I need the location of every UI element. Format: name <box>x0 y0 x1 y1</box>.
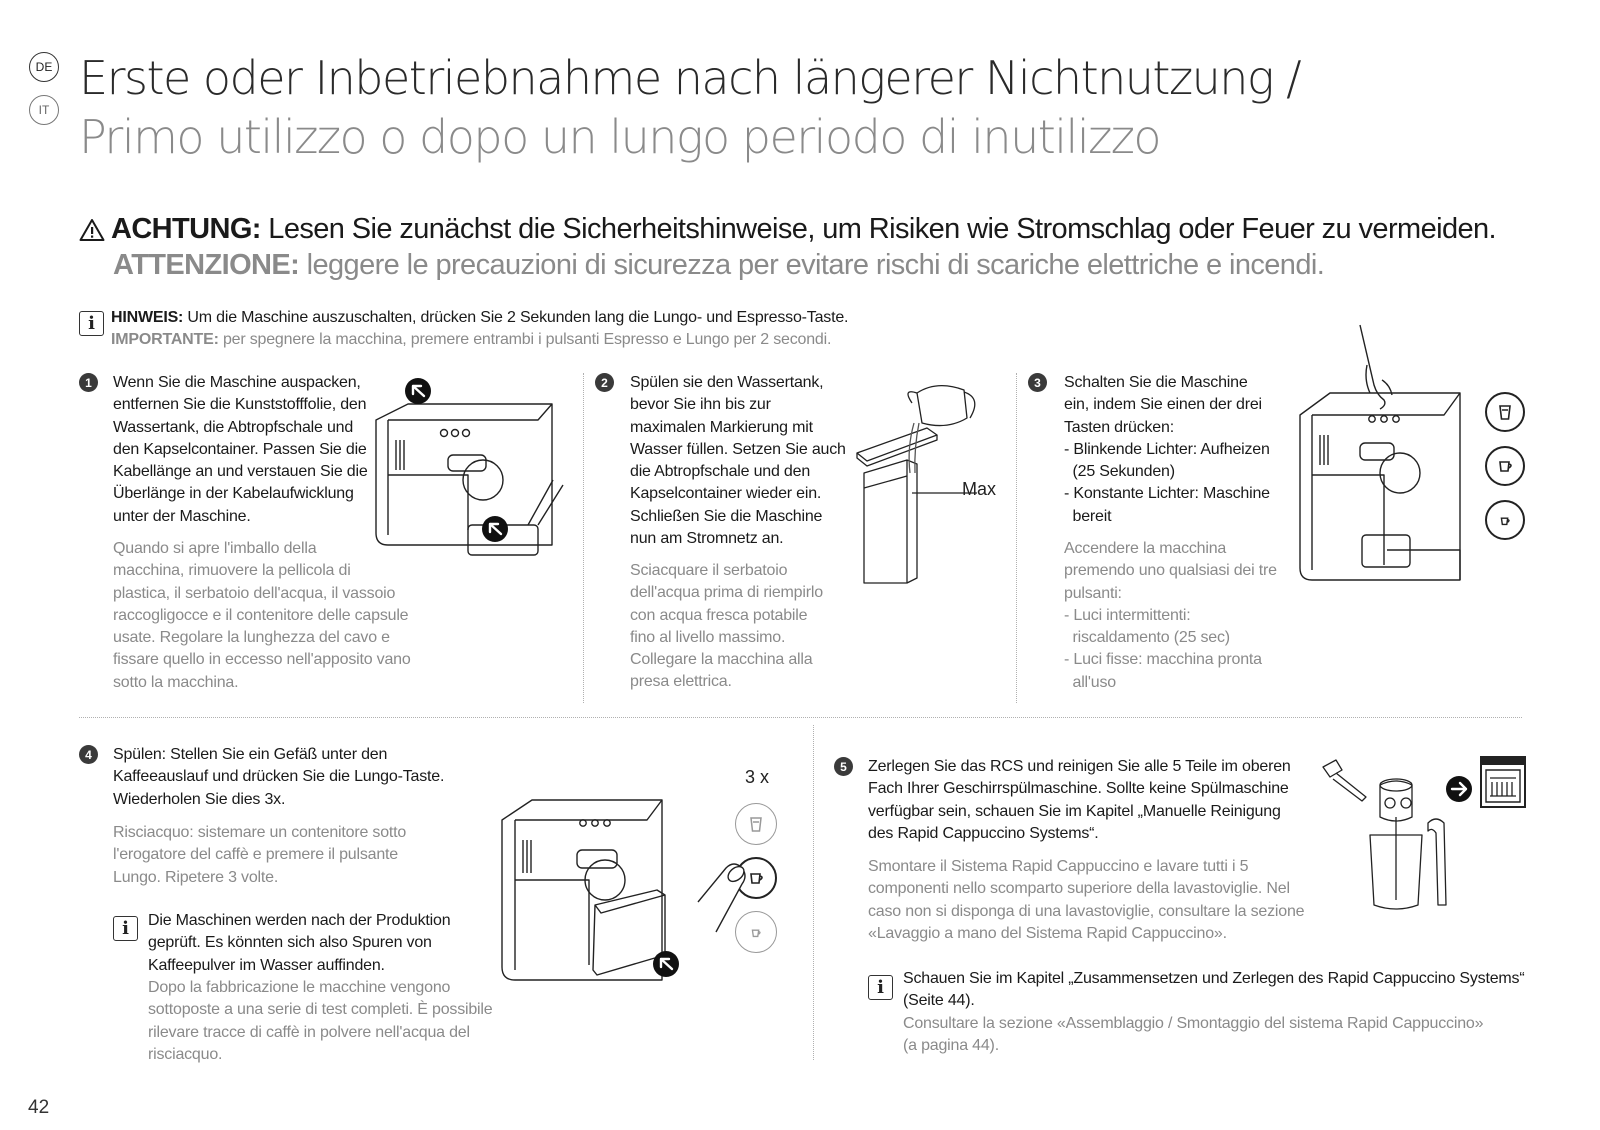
step-2-text-it: Sciacquare il serbatoio dell'acqua prima di riempirlo con acqua fresca potabile fino al livello massimo. Collegare la macchina alla presa elettrica. <box>630 562 823 691</box>
notice-de: HINWEIS: Um die Maschine auszuschalten, drücken Sie 2 Sekunden lang die Lungo- und Espresso-Taste. <box>111 309 849 326</box>
warning-de: ACHTUNG: Lesen Sie zunächst die Sicherheitshinweise, um Risiken wie Stromschlag oder Feuer zu vermeiden. <box>111 213 1496 245</box>
step-5-number: 5 <box>834 757 853 776</box>
step-2-text-de: Spülen sie den Wassertank, bevor Sie ihn bis zur maximalen Markierung mit Wasser füllen. Setzen Sie auch die Abtropfschale und den Kapselcontainer wieder ein. Schließen Sie die Maschine nun am Stromnetz an. <box>630 374 846 548</box>
column-divider <box>1016 373 1017 703</box>
remove-arrow-icon <box>481 515 509 543</box>
page-title-de: Erste oder Inbetriebnahme nach längerer Nichtnutzung / <box>79 51 1301 105</box>
step-1-number: 1 <box>79 373 98 392</box>
machine-unpacking-illustration <box>368 380 568 560</box>
notice-it: IMPORTANTE: per spegnere la macchina, premere entrambi i pulsanti Espresso e Lungo per 2 secondi. <box>111 331 832 348</box>
repeat-label: 3 x <box>745 767 770 787</box>
info-icon: i <box>79 311 104 336</box>
step-3-text-de: Schalten Sie die Maschine ein, indem Sie einen der drei Tasten drücken: - Blinkende Lichter: Aufheizen (25 Sekunden) - Konstante Lichter: Maschine bereit <box>1064 374 1270 525</box>
max-label: Max <box>962 479 997 499</box>
step-3-text-it: Accendere la macchina premendo uno qualsiasi dei tre pulsanti: - Luci intermittenti: riscaldamento (25 sec) - Luci fisse: macchina pronta all'uso <box>1064 540 1277 691</box>
page-title-it: Primo utilizzo o dopo un lungo periodo di inutilizzo <box>79 110 1161 164</box>
step-5-text-de: Zerlegen Sie das RCS und reinigen Sie alle 5 Teile im oberen Fach Ihrer Geschirrspülmaschine. Sollte keine Spülmaschine verfügbar sein, schauen Sie im Kapitel „Manuelle Reinigung des Rapid Cappuccino Systems“. <box>868 758 1291 842</box>
espresso-button-icon <box>1485 446 1525 486</box>
next-arrow-icon <box>1445 775 1473 803</box>
step-1-text-it: Quando si apre l'imballo della macchina, rimuovere la pellicola di plastica, il serbatoio dell'acqua, il vassoio raccogligocce e il contenitore delle capsule usate. Regolare la lunghezza del cavo e fissare quello in eccesso nell'apposito vano sotto la macchina. <box>113 540 411 691</box>
step-5-note-it: Consultare la sezione «Assemblaggio / Smontaggio del sistema Rapid Cappuccino» (a pagina 44). <box>903 1015 1484 1055</box>
dishwasher-icon <box>1480 756 1526 808</box>
step-3-number: 3 <box>1028 373 1047 392</box>
step-4-text-de: Spülen: Stellen Sie ein Gefäß unter den Kaffeeauslauf und drücken Sie die Lungo-Taste. Wiederholen Sie dies 3x. <box>113 746 445 808</box>
ristretto-button-icon <box>1485 500 1525 540</box>
step-1-text-de: Wenn Sie die Maschine auspacken, entfernen Sie die Kunststofffolie, den Wassertank, die Abtropfschale und den Kapselcontainer. Passen Sie die Kabellänge an und verstauen Sie die Überlänge in der Kabelaufwicklung unter der Maschine. <box>113 374 368 525</box>
step-4-note-de: Die Maschinen werden nach der Produktion geprüft. Es könnten sich also Spuren von Kaffeepulver im Wasser auffinden. <box>148 912 451 974</box>
step-4-number: 4 <box>79 745 98 764</box>
info-icon: i <box>113 916 138 941</box>
remove-arrow-icon <box>652 950 680 978</box>
step-5-note-de: Schauen Sie im Kapitel „Zusammensetzen und Zerlegen des Rapid Cappuccino Systems“ (Seite 44). <box>903 970 1525 1010</box>
column-divider <box>583 373 584 703</box>
warning-triangle-icon <box>79 218 105 242</box>
page-number: 42 <box>28 1097 50 1118</box>
lungo-button-icon <box>735 803 777 845</box>
step-2-number: 2 <box>595 373 614 392</box>
step-4-note-it: Dopo la fabbricazione le macchine vengono sottoposte a una serie di test completi. È possibile rilevare tracce di caffè in polvere nell'acqua del risciacquo. <box>148 979 493 1063</box>
warning-it: ATTENZIONE: leggere le precauzioni di sicurezza per evitare rischi di scariche elettriche e incendi. <box>113 249 1325 281</box>
finger-press-illustration <box>690 862 760 952</box>
remove-arrow-icon <box>404 377 432 405</box>
lungo-button-icon <box>1485 392 1525 432</box>
language-badge-de: DE <box>29 52 59 82</box>
step-4-text-it: Risciacquo: sistemare un contenitore sotto l'erogatore del caffè e premere il pulsante Lungo. Ripetere 3 volte. <box>113 824 407 886</box>
info-icon: i <box>868 975 893 1000</box>
step-5-text-it: Smontare il Sistema Rapid Cappuccino e lavare tutti i 5 componenti nello scomparto superiore della lavastoviglie. Nel caso non si disponga di una lavastoviglie, consultare la sezione «Lavaggio a mano del Sistema Rapid Cappuccino». <box>868 858 1305 942</box>
language-badge-it: IT <box>29 95 59 125</box>
row-divider <box>79 717 1522 718</box>
column-divider <box>813 725 814 1060</box>
machine-power-on-illustration <box>1292 325 1472 590</box>
